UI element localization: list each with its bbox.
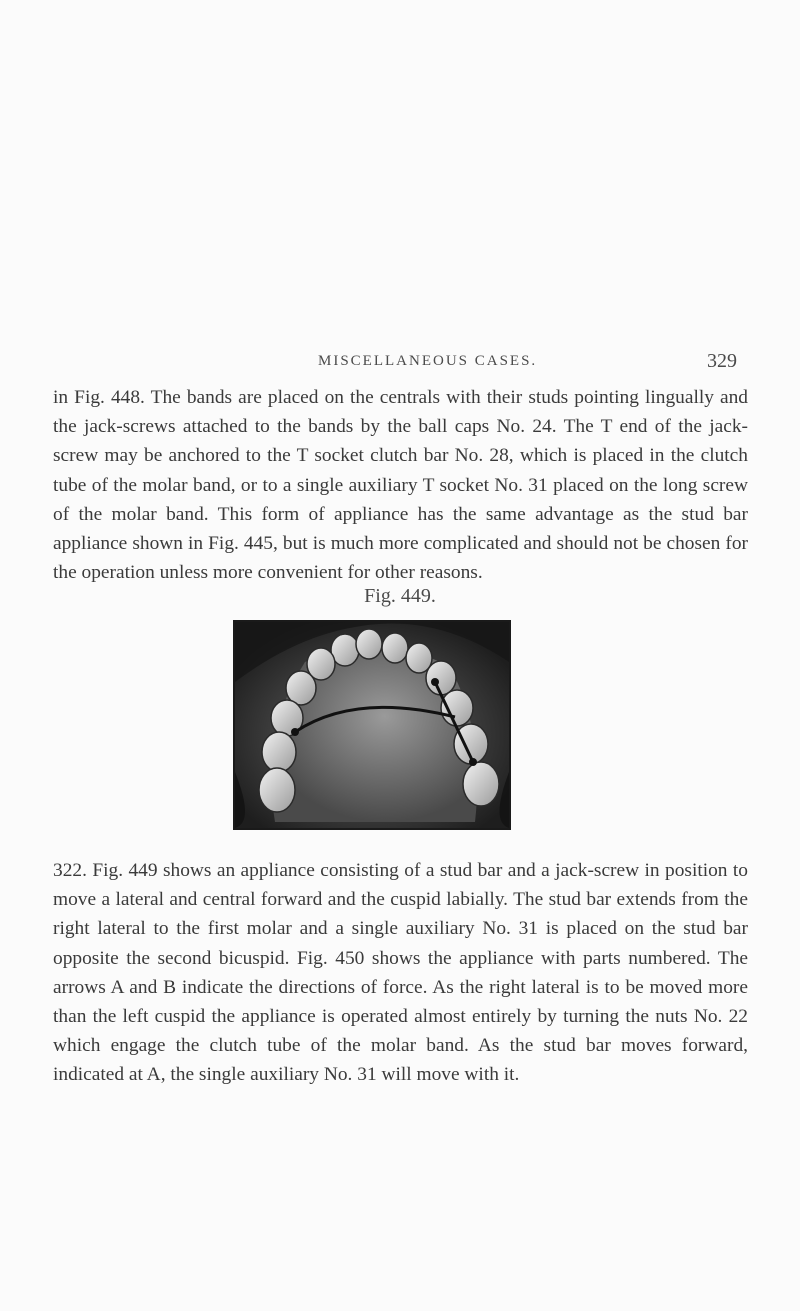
dental-cast-photo-icon [235,622,509,828]
page-header [0,350,800,377]
figure-caption: Fig. 449. [364,585,436,607]
body-paragraph-2: 322. Fig. 449 shows an appliance consisting of a stud bar and a jack-screw in position to move a lateral and central forward and the cuspid labially. The stud bar extends from the right lateral to the first molar and a single auxiliary No. 31 is placed on the stud bar opposite the second bicuspid. Fig. 450 shows the appliance with parts numbered. The arrows A and B indicate the directions of force. As the right lateral is to be moved more than the left cuspid the appliance is operated almost entirely by turning the nuts No. 22 which engage the clutch tube of the molar band. As the stud bar moves forward, indicated at A, the single auxiliary No. 31 will move with it. [53,860,748,1086]
running-head: MISCELLANEOUS CASES. [318,353,538,369]
body-paragraph-1: in Fig. 448. The bands are placed on the centrals with their studs pointing lingually and the jack-screws attached to the bands by the ball caps No. 24. The T end of the jack-screw may be anchored to the T socket clutch bar No. 28, which is placed in the clutch tube of the molar band, or to a single auxiliary T socket No. 31 placed on the long screw of the molar band. This form of appliance has the same advantage as the stud bar appliance shown in Fig. 445, but is much more complicated and should not be chosen for the operation unless more convenient for other reasons. [53,387,748,584]
figure-449-photo [233,620,511,830]
page-number: 329 [707,350,737,372]
